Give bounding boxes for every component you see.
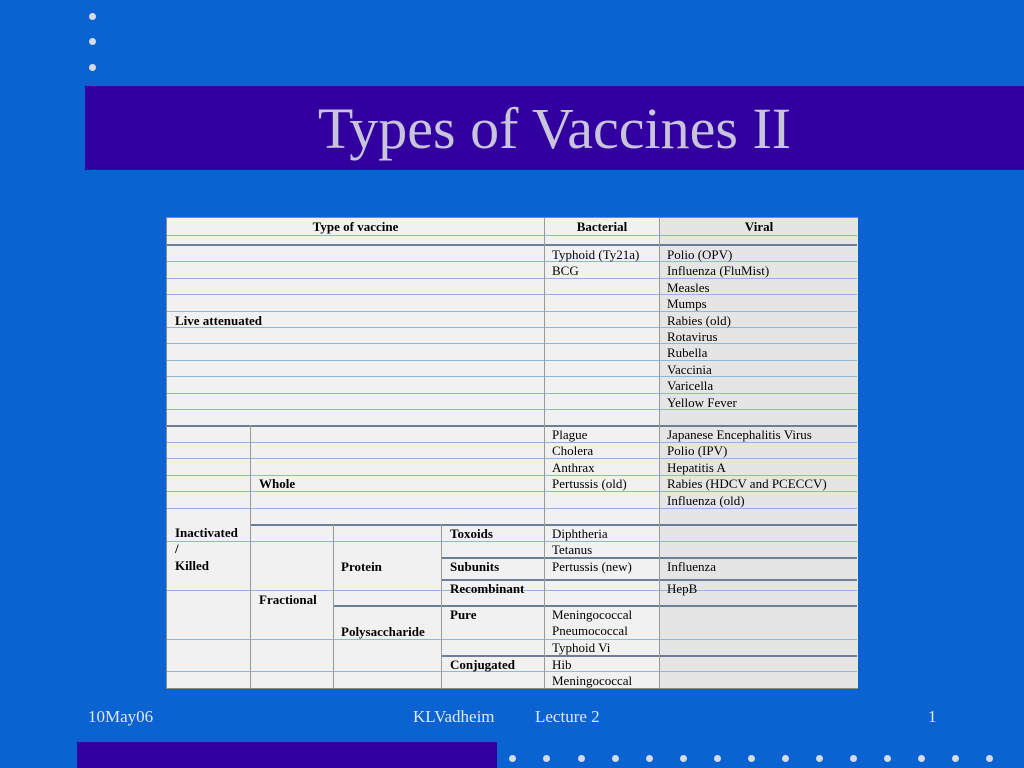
subunits-viral: Influenza — [667, 559, 717, 574]
decor-dot — [646, 755, 653, 762]
decor-dot — [543, 755, 550, 762]
list-item: BCG — [552, 263, 579, 279]
list-item: Mumps — [667, 296, 707, 312]
title-band — [85, 86, 1024, 170]
list-item: Rubella — [667, 345, 708, 361]
list-item: Anthrax — [552, 459, 595, 475]
list-item: Influenza (old) — [667, 492, 745, 508]
list-item: Polio (OPV) — [667, 247, 733, 262]
decor-dot — [850, 755, 857, 762]
list-item: Rotavirus — [667, 328, 718, 344]
list-item: Plague — [552, 427, 588, 442]
list-item: Japanese Encephalitis Virus — [667, 427, 812, 442]
decor-dot — [884, 755, 891, 762]
row-separator — [441, 557, 857, 559]
grid-line — [167, 541, 857, 542]
decor-dot — [89, 38, 96, 45]
row-label-fractional: Fractional — [259, 592, 317, 607]
footer-lecture: Lecture 2 — [535, 707, 600, 726]
row-label-live-attenuated: Live attenuated — [175, 313, 263, 328]
list-item: Meningococcal — [552, 607, 633, 622]
decor-dot — [89, 13, 96, 20]
decor-dot — [680, 755, 687, 762]
header-viral: Viral — [744, 219, 774, 234]
toxoids-bacterial-list — [552, 526, 608, 559]
row-label-inactivated — [175, 525, 238, 574]
row-separator — [167, 244, 857, 246]
decor-dot — [748, 755, 755, 762]
list-item: Measles — [667, 279, 710, 295]
header-bacterial: Bacterial — [576, 219, 628, 234]
row-label-recombinant: Recombinant — [450, 581, 525, 596]
list-item: Influenza (FluMist) — [667, 263, 770, 279]
col-divider — [544, 218, 545, 688]
recombinant-viral: HepB — [667, 581, 698, 596]
whole-viral-list — [667, 427, 827, 509]
live-viral-list — [667, 247, 769, 411]
row-label-whole: Whole — [259, 476, 296, 491]
list-item: Meningococcal — [552, 673, 633, 689]
row-label-subunits: Subunits — [450, 559, 500, 574]
list-item: Typhoid (Ty21a) — [552, 247, 640, 262]
col-divider — [659, 218, 660, 688]
list-item: Diphtheria — [552, 526, 608, 541]
decor-dot — [714, 755, 721, 762]
conjugated-bacterial-list — [552, 657, 632, 690]
col-divider — [250, 425, 251, 688]
row-label-polysaccharide: Polysaccharide — [341, 624, 425, 639]
list-item: Vaccinia — [667, 361, 712, 377]
inactivated-line: / — [175, 541, 179, 557]
decor-dot — [782, 755, 789, 762]
row-label-protein: Protein — [341, 559, 382, 574]
list-item: Pertussis (old) — [552, 476, 627, 492]
col-divider — [333, 524, 334, 688]
vaccine-table — [166, 217, 858, 689]
list-item: Varicella — [667, 378, 714, 394]
decor-dot — [89, 64, 96, 71]
list-item: Pneumococcal — [552, 623, 628, 639]
list-item: Hepatitis A — [667, 459, 726, 475]
list-item: Cholera — [552, 443, 594, 459]
decor-dot — [816, 755, 823, 762]
page-title: Types of Vaccines II — [317, 96, 792, 161]
inactivated-line: Killed — [175, 557, 209, 573]
decor-dot — [918, 755, 925, 762]
footer-band — [77, 742, 497, 768]
whole-bacterial-list — [552, 427, 627, 493]
row-label-conjugated: Conjugated — [450, 657, 516, 672]
decor-dot — [986, 755, 993, 762]
list-item: Rabies (old) — [667, 312, 731, 328]
row-label-pure: Pure — [450, 607, 477, 622]
list-item: Typhoid Vi — [552, 639, 611, 655]
row-label-toxoids: Toxoids — [450, 526, 493, 541]
list-item: Tetanus — [552, 542, 593, 558]
grid-line — [167, 639, 857, 640]
footer-author: KLVadheim — [413, 707, 495, 726]
decor-dot — [578, 755, 585, 762]
list-item: Rabies (HDCV and PCECCV) — [667, 476, 827, 492]
live-bacterial-list — [552, 247, 639, 280]
subunits-bacterial: Pertussis (new) — [552, 559, 632, 574]
decor-dot — [509, 755, 516, 762]
header-type-of-vaccine: Type of vaccine — [312, 219, 399, 234]
footer-date: 10May06 — [88, 707, 154, 726]
col-divider — [441, 524, 442, 688]
footer-page-number: 1 — [928, 707, 937, 726]
inactivated-line: Inactivated — [175, 525, 238, 540]
decor-dot — [612, 755, 619, 762]
list-item: Hib — [552, 657, 572, 672]
list-item: Yellow Fever — [667, 394, 737, 410]
pure-bacterial-list — [552, 607, 632, 656]
decor-dot — [952, 755, 959, 762]
list-item: Polio (IPV) — [667, 443, 728, 459]
